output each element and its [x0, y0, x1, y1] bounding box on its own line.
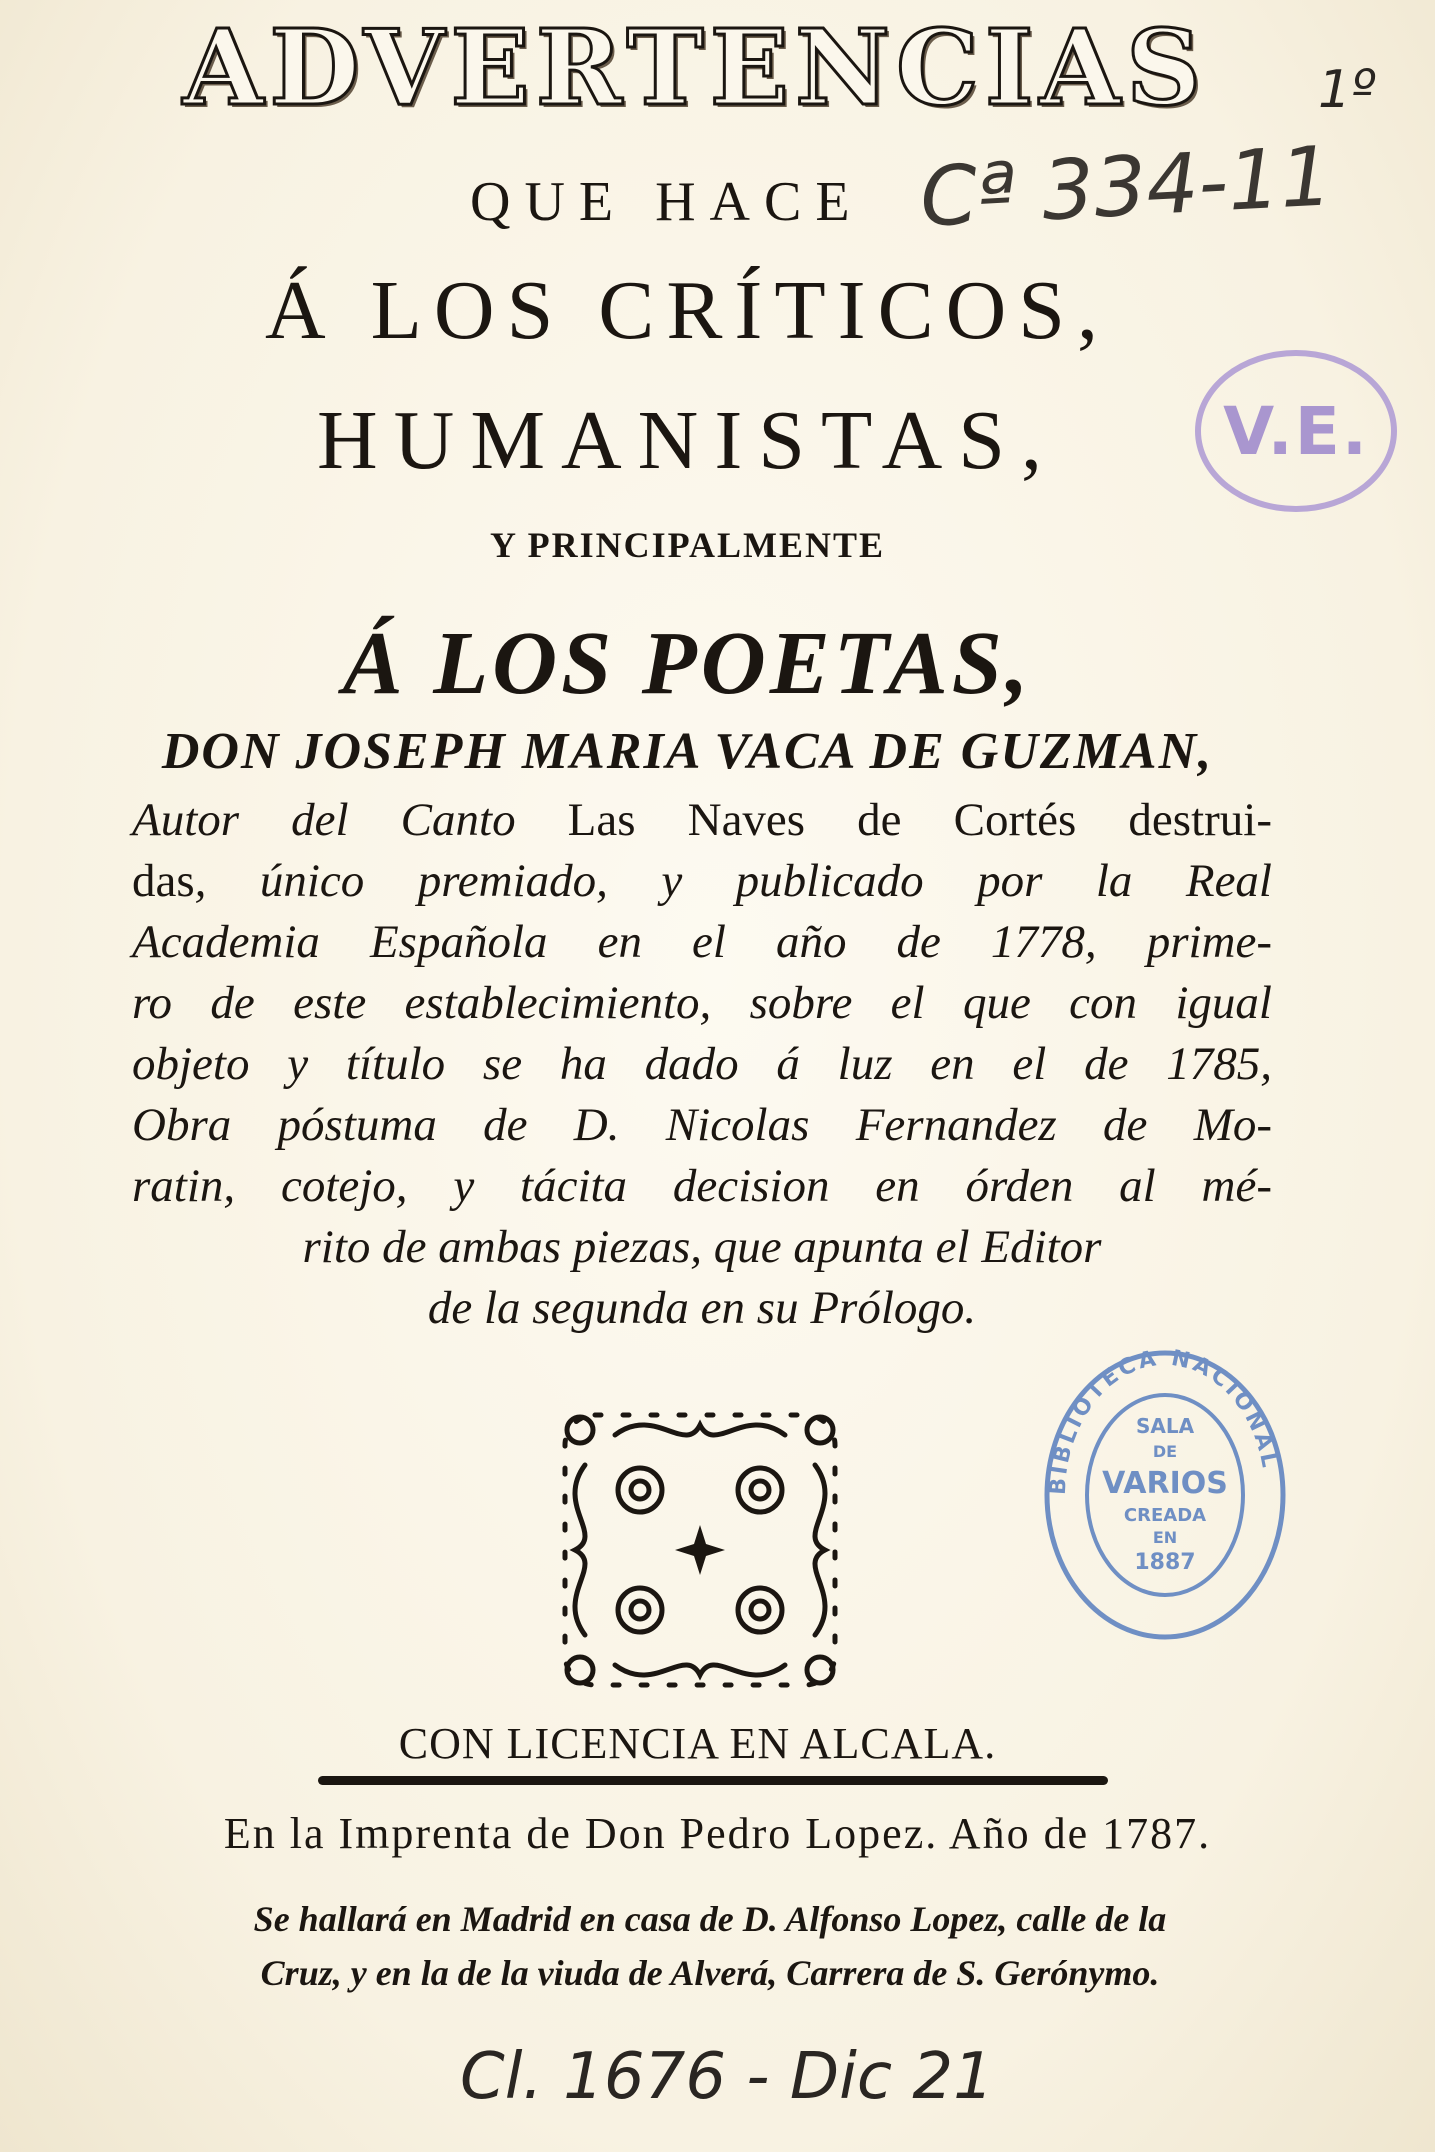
- description-line: das, único premiado, y publicado por la Real: [132, 855, 1272, 907]
- handwritten-shelfmark: Cl. 1676 - Dic 21: [460, 2040, 994, 2114]
- description-line: objeto y título se ha dado á luz en el de 1785,: [132, 1038, 1272, 1090]
- humanistas-line: HUMANISTAS,: [317, 394, 1058, 487]
- stamp-ring-text: BIBLIOTECA NACIONAL: [1045, 1345, 1283, 1496]
- description-line: ratin, cotejo, y tácita decision en órden al mé-: [132, 1160, 1272, 1212]
- description-paragraph: [132, 790, 1272, 1339]
- stamp-line: SALA: [1135, 1414, 1195, 1438]
- hallara-line: Cruz, y en la de la viuda de Alverá, Carrera de S. Gerónymo.: [260, 1953, 1160, 1993]
- floral-ornament-icon: [545, 1395, 855, 1705]
- stamp-line: VARIOS: [1102, 1466, 1228, 1501]
- description-line: rito de ambas piezas, que apunta el Editor: [302, 1221, 1102, 1273]
- poetas-line: Á LOS POETAS,: [342, 614, 1033, 713]
- author-name: DON JOSEPH MARIA VACA DE GUZMAN,: [161, 723, 1214, 780]
- divider-rule: [318, 1776, 1108, 1785]
- stamp-line: EN: [1152, 1528, 1178, 1547]
- description-line: de la segunda en su Prólogo.: [427, 1282, 977, 1334]
- que-hace-line: QUE HACE: [470, 171, 864, 233]
- description-line: ro de este establecimiento, sobre el que con igual: [132, 977, 1272, 1029]
- ve-stamp: V.E.: [1195, 350, 1397, 512]
- principalmente-line: Y PRINCIPALMENTE: [489, 525, 885, 565]
- biblioteca-nacional-stamp: [1040, 1345, 1290, 1645]
- handwritten-corner-mark: 1º: [1318, 60, 1376, 120]
- hallara-note: [140, 1892, 1280, 2000]
- description-line: Academia Española en el año de 1778, prime-: [132, 916, 1272, 968]
- licencia-line: CON LICENCIA EN ALCALA.: [398, 1719, 997, 1768]
- hallara-line: Se hallará en Madrid en casa de D. Alfonso Lopez, calle de la: [253, 1899, 1167, 1939]
- description-line: Obra póstuma de D. Nicolas Fernandez de Mo-: [132, 1099, 1272, 1151]
- description-line: Autor del Canto Las Naves de Cortés destrui-: [132, 794, 1272, 846]
- book-title: ADVERTENCIAS: [182, 6, 1208, 129]
- imprenta-line: En la Imprenta de Don Pedro Lopez. Año de 1787.: [223, 1809, 1212, 1858]
- los-criticos-line: Á LOS CRÍTICOS,: [264, 264, 1111, 357]
- stamp-line: 1887: [1134, 1550, 1196, 1575]
- stamp-line: DE: [1152, 1442, 1178, 1461]
- stamp-line: CREADA: [1123, 1505, 1207, 1526]
- handwritten-call-number: Cª 334-11: [917, 129, 1335, 246]
